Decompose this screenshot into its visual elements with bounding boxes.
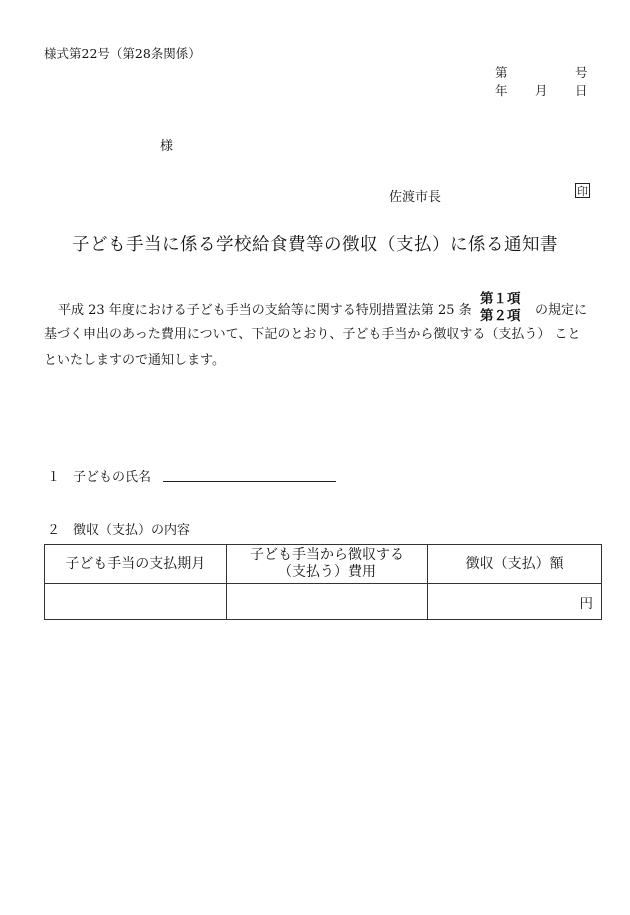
header-fee — [226, 545, 428, 584]
number-prefix: 第 — [495, 65, 508, 80]
body-line2: 基づく申出のあった費用について、下記のとおり、子ども手当から徴収する（支払う） こと — [44, 327, 581, 342]
section2-label: ２ 徴収（支払）の内容 — [47, 523, 191, 538]
addressee-honorific: 様 — [160, 139, 174, 154]
paragraph-option-1: 第１項 — [480, 291, 521, 307]
collection-table — [44, 544, 602, 620]
header-amount: 徴収（支払）額 — [428, 545, 602, 584]
cell-amount[interactable] — [428, 584, 602, 620]
date-day: 日 — [575, 83, 588, 98]
body-line3: といたしますので通知します。 — [44, 353, 225, 368]
cell-fee[interactable] — [226, 584, 428, 620]
child-name-field[interactable] — [163, 481, 336, 482]
paragraph-option-2: 第２項 — [480, 308, 521, 324]
table-row — [45, 584, 602, 620]
form-number: 様式第22号（第28条関係） — [44, 46, 201, 61]
body-line1-after: の規定に — [535, 303, 588, 318]
header-fee-line2: （支払う）費用 — [277, 564, 376, 580]
header-payment-month: 子ども手当の支払期月 — [45, 545, 227, 584]
date-year: 年 — [495, 83, 508, 98]
issuer-name: 佐渡市長 — [389, 190, 442, 205]
section1-label: １ 子どもの氏名 — [47, 470, 152, 485]
cell-payment-month[interactable] — [45, 584, 227, 620]
header-fee-line1: 子ども手当から徴収する — [249, 547, 404, 563]
date-month: 月 — [535, 83, 548, 98]
body-line1-before: 平成 23 年度における子ども手当の支給等に関する特別措置法第 25 条 — [58, 303, 472, 318]
seal-mark: 印 — [577, 185, 588, 198]
yen-unit: 円 — [579, 595, 593, 612]
number-suffix: 号 — [575, 65, 588, 80]
document-title: 子ども手当に係る学校給食費等の徴収（支払）に係る通知書 — [72, 235, 558, 255]
table-header-row — [45, 545, 602, 584]
